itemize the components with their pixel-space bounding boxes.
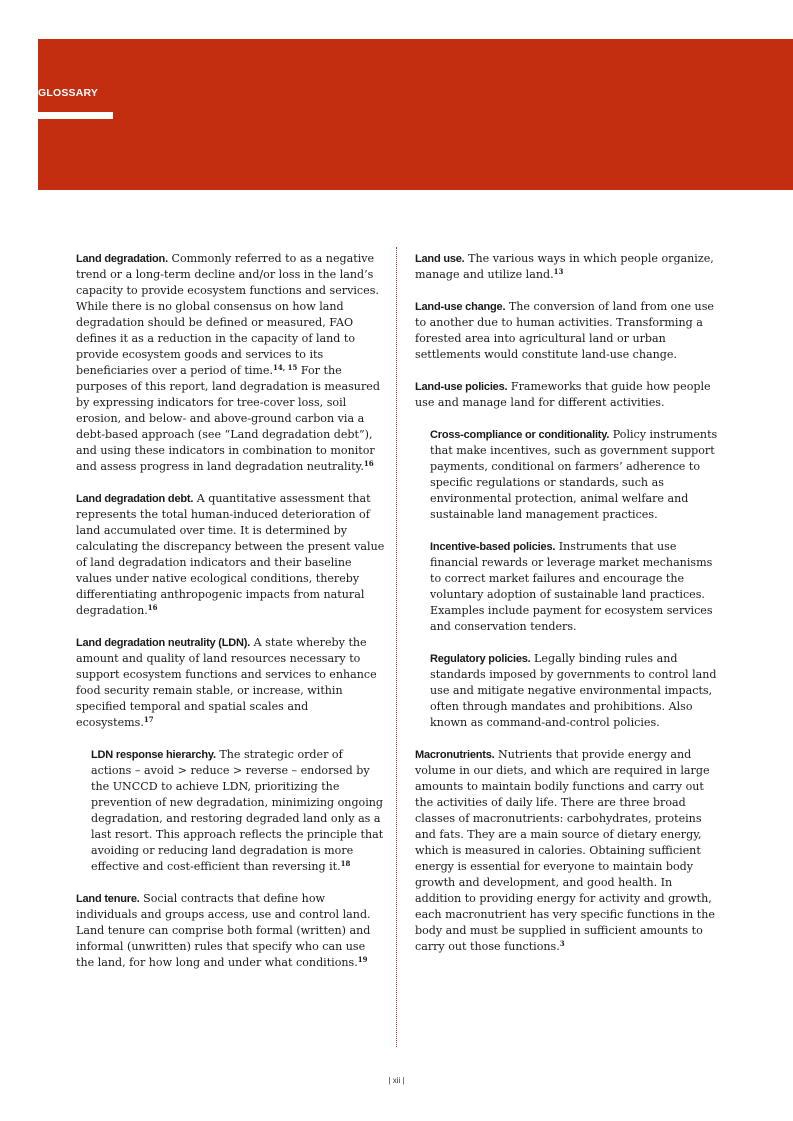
- entry-land-use-policies: [415, 379, 720, 411]
- term: Incentive-based policies.: [430, 541, 556, 553]
- column-divider: [396, 247, 397, 1047]
- definition: The strategic order of actions – avoid > reduce > reverse – endorsed by the UNCCD to achieve LDN, prioritizing the prevention of new degradation, minimizing ongoing degradation, and restoring degraded land only as a last resort. This approach reflects the principle that avoiding or reducing land degradation is more effective and cost-efficient than reversing it.: [91, 748, 384, 873]
- definition: A quantitative assessment that represents the total human-induced deterioration of land accumulated over time. It is determined by calculating the discrepancy between the present value of land degradation indicators and their baseline values under native ecological conditions, thereby differentiating anthropogenic impacts from natural degradation.: [76, 492, 385, 617]
- page-number: | xii |: [388, 1076, 405, 1085]
- glossary-column-right: [415, 251, 720, 971]
- entry-cross-compliance: [415, 427, 720, 523]
- term: Cross-compliance or conditionality.: [430, 429, 610, 441]
- section-title: GLOSSARY: [38, 87, 99, 99]
- term: Land degradation.: [76, 253, 168, 265]
- footnote-ref: 3: [559, 939, 565, 948]
- definition: The conversion of land from one use to another due to human activities. Transforming a forested area into agricultural land or urban settlements would constitute land-use change.: [415, 300, 714, 361]
- definition: Policy instruments that make incentives, such as government support payments, conditional on farmers’ adherence to specific regulations or standards, such as environmental protection, animal welfare and sustainable land management practices.: [430, 428, 718, 521]
- term: Land tenure.: [76, 893, 140, 905]
- entry-regulatory-policies: [415, 651, 720, 731]
- footnote-ref: 13: [553, 267, 564, 276]
- entry-land-tenure: [76, 891, 386, 971]
- footnote-ref: 16: [147, 603, 158, 612]
- footnote-ref: 17: [143, 715, 154, 724]
- footnote-ref: 14, 15: [273, 363, 298, 372]
- term: Macronutrients.: [415, 749, 495, 761]
- glossary-column-left: [76, 251, 386, 987]
- term: Regulatory policies.: [430, 653, 531, 665]
- entry-ldn-response-hierarchy: [76, 747, 386, 875]
- term: Land-use policies.: [415, 381, 508, 393]
- footnote-ref: 16: [363, 459, 374, 468]
- definition: Commonly referred to as a negative trend or a long-term decline and/or loss in the land’s capacity to provide ecosystem functions and services. While there is no global consensus on how land degradation should be defined or measured, FAO defines it as a reduction in the capacity of land to provide ecosystem goods and services to its beneficiaries over a period of time.: [76, 252, 379, 377]
- term: LDN response hierarchy.: [91, 749, 216, 761]
- entry-land-degradation: [76, 251, 386, 475]
- entry-land-use: [415, 251, 720, 283]
- header-banner: [38, 39, 793, 190]
- footnote-ref: 19: [357, 955, 368, 964]
- term: Land degradation debt.: [76, 493, 194, 505]
- term: Land use.: [415, 253, 465, 265]
- entry-macronutrients: [415, 747, 720, 955]
- term: Land degradation neutrality (LDN).: [76, 637, 251, 649]
- entry-land-degradation-neutrality: [76, 635, 386, 731]
- entry-incentive-based-policies: [415, 539, 720, 635]
- definition: Legally binding rules and standards imposed by governments to control land use and mitigate negative environmental impacts, often through mandates and prohibitions. Also known as command-and-control policies.: [430, 652, 717, 729]
- definition: Social contracts that define how individuals and groups access, use and control land. Land tenure can comprise both formal (written) and informal (unwritten) rules that specify who can use the land, for how long and under what conditions.: [76, 892, 371, 969]
- definition-continued: For the purposes of this report, land degradation is measured by expressing indicators for tree-cover loss, soil erosion, and below- and above-ground carbon via a debt-based approach (see “Land degradation debt”), and using these indicators in combination to monitor and assess progress in land degradation neutrality.: [76, 364, 380, 473]
- definition: A state whereby the amount and quality of land resources necessary to support ecosystem functions and services to enhance food security remain stable, or increase, within specified temporal and spatial scales and ecosystems.: [76, 636, 377, 729]
- definition: The various ways in which people organize, manage and utilize land.: [415, 252, 714, 281]
- term: Land-use change.: [415, 301, 506, 313]
- title-underline-bar: [38, 112, 113, 119]
- definition: Nutrients that provide energy and volume in our diets, and which are required in large amounts to maintain bodily functions and carry out the activities of daily life. There are three broad classes of macronutrients: carbohydrates, proteins and fats. They are a main source of dietary energy, which is measured in calories. Obtaining sufficient energy is essential for everyone to maintain body growth and development, and good health. In addition to providing energy for activity and growth, each macronutrient has very specific functions in the body and must be supplied in sufficient amounts to carry out those functions.: [415, 748, 715, 953]
- entry-land-use-change: [415, 299, 720, 363]
- definition: Frameworks that guide how people use and manage land for different activities.: [415, 380, 711, 409]
- footnote-ref: 18: [340, 859, 351, 868]
- entry-land-degradation-debt: [76, 491, 386, 619]
- definition: Instruments that use financial rewards or leverage market mechanisms to correct market failures and encourage the voluntary adoption of sustainable land practices. Examples include payment for ecosystem services and conservation tenders.: [430, 540, 713, 633]
